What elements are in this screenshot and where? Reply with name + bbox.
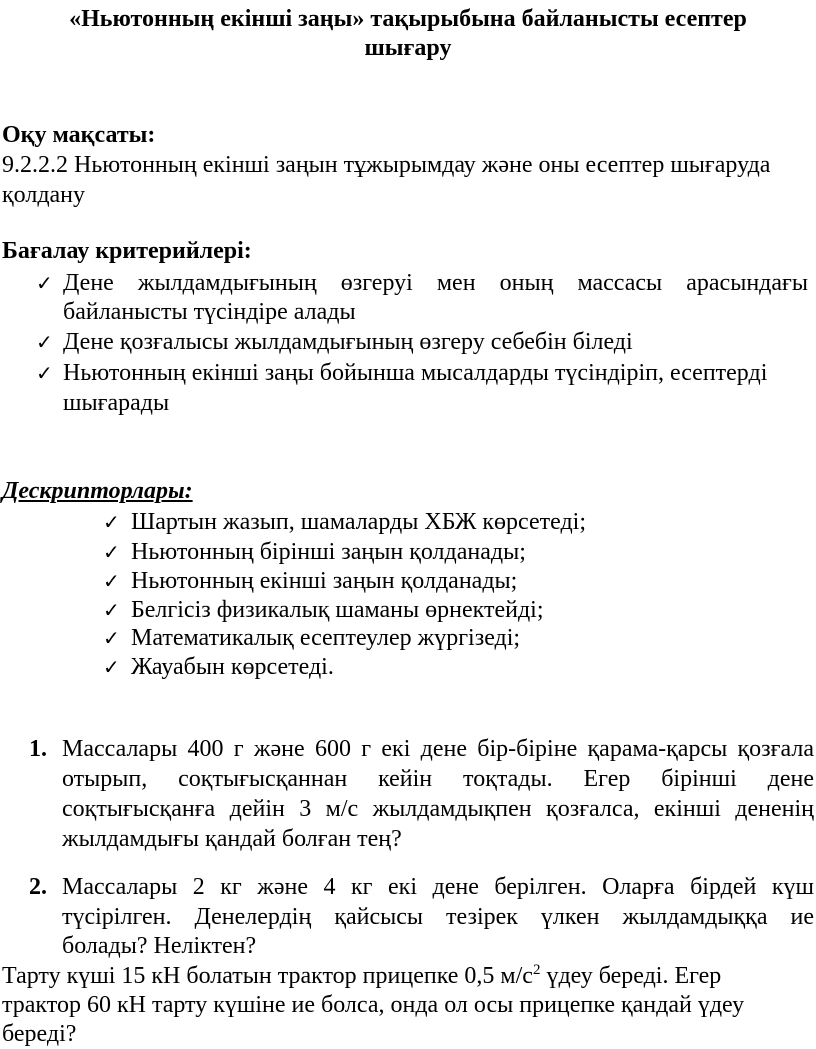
checkmark-icon: ✓ — [103, 626, 120, 650]
descriptor-item: Математикалық есептеулер жүргізеді; — [131, 625, 521, 651]
checkmark-icon: ✓ — [103, 540, 120, 564]
problem-2-line: түсірілген. Денелердің қайсысы тезірек үлкен жылдамдыққа ие — [62, 904, 814, 930]
problem-1-line: отырып, соқтығысқаннан кейін тоқтады. Егер бірінші дене — [62, 766, 814, 792]
criteria-item-3-line-1: Ньютонның екінші заңы бойынша мысалдарды түсіндіріп, есептерді — [63, 360, 768, 386]
descriptor-item: Ньютонның екінші заңын қолданады; — [131, 568, 518, 594]
document-title-line-1: «Ньютонның екінші заңы» тақырыбына байланысты есептер — [69, 6, 747, 32]
problem-2-number: 2. — [29, 874, 47, 900]
criteria-item-3-line-2: шығарады — [63, 390, 170, 416]
extra-problem-line-3: береді? — [2, 1021, 77, 1047]
problem-2-line: Массалары 2 кг және 4 кг екі дене берілген. Оларға бірдей күш — [62, 874, 814, 900]
criteria-item-2-line-1: Дене қозғалысы жылдамдығының өзгеру себебін біледі — [63, 329, 633, 355]
problem-2-line: болады? Неліктен? — [62, 933, 257, 959]
checkmark-icon: ✓ — [36, 361, 53, 385]
objectives-heading: Оқу мақсаты: — [2, 122, 156, 148]
document-title-line-2: шығару — [364, 35, 452, 61]
descriptor-item: Жауабын көрсетеді. — [131, 654, 334, 680]
checkmark-icon: ✓ — [103, 569, 120, 593]
problem-1-line: соқтығысқанға дейін 3 м/с жылдамдықпен қозғалса, екінші дененің — [62, 796, 814, 822]
extra-problem-text: Тарту күші 15 кН болатын трактор прицепке 0,5 м/с — [2, 963, 533, 989]
extra-problem-line-2: трактор 60 кН тарту күшіне ие болса, онда ол осы прицепке қандай үдеу — [2, 992, 745, 1018]
extra-problem-line-1 — [2, 961, 721, 991]
descriptor-item: Ньютонның бірінші заңын қолданады; — [131, 539, 526, 565]
checkmark-icon: ✓ — [36, 330, 53, 354]
problem-1-line: жылдамдығы қандай болған тең? — [62, 826, 402, 852]
checkmark-icon: ✓ — [103, 598, 120, 622]
criteria-heading: Бағалау критерийлері: — [2, 238, 252, 264]
checkmark-icon: ✓ — [103, 655, 120, 679]
problem-1-line: Массалары 400 г және 600 г екі дене бір-біріне қарама-қарсы қозғала — [62, 736, 814, 762]
descriptor-item: Белгісіз физикалық шаманы өрнектейді; — [131, 597, 544, 623]
objectives-text-line-2: қолдану — [2, 182, 86, 208]
criteria-item-1-line-1: Дене жылдамдығының өзгеруі мен оның массасы арасындағы — [63, 270, 808, 296]
objectives-text-line-1: 9.2.2.2 Ньютонның екінші заңын тұжырымдау және оны есептер шығаруда — [2, 152, 771, 178]
descriptors-heading: Дескрипторлары: — [2, 478, 193, 504]
checkmark-icon: ✓ — [36, 271, 53, 295]
checkmark-icon: ✓ — [103, 510, 120, 534]
problem-1-number: 1. — [29, 736, 47, 762]
descriptor-item: Шартын жазып, шамаларды ХБЖ көрсетеді; — [131, 509, 587, 535]
superscript-exponent: 2 — [532, 962, 541, 978]
extra-problem-text: үдеу береді. Егер — [540, 963, 722, 989]
criteria-item-1-line-2: байланысты түсіндіре алады — [63, 299, 356, 325]
